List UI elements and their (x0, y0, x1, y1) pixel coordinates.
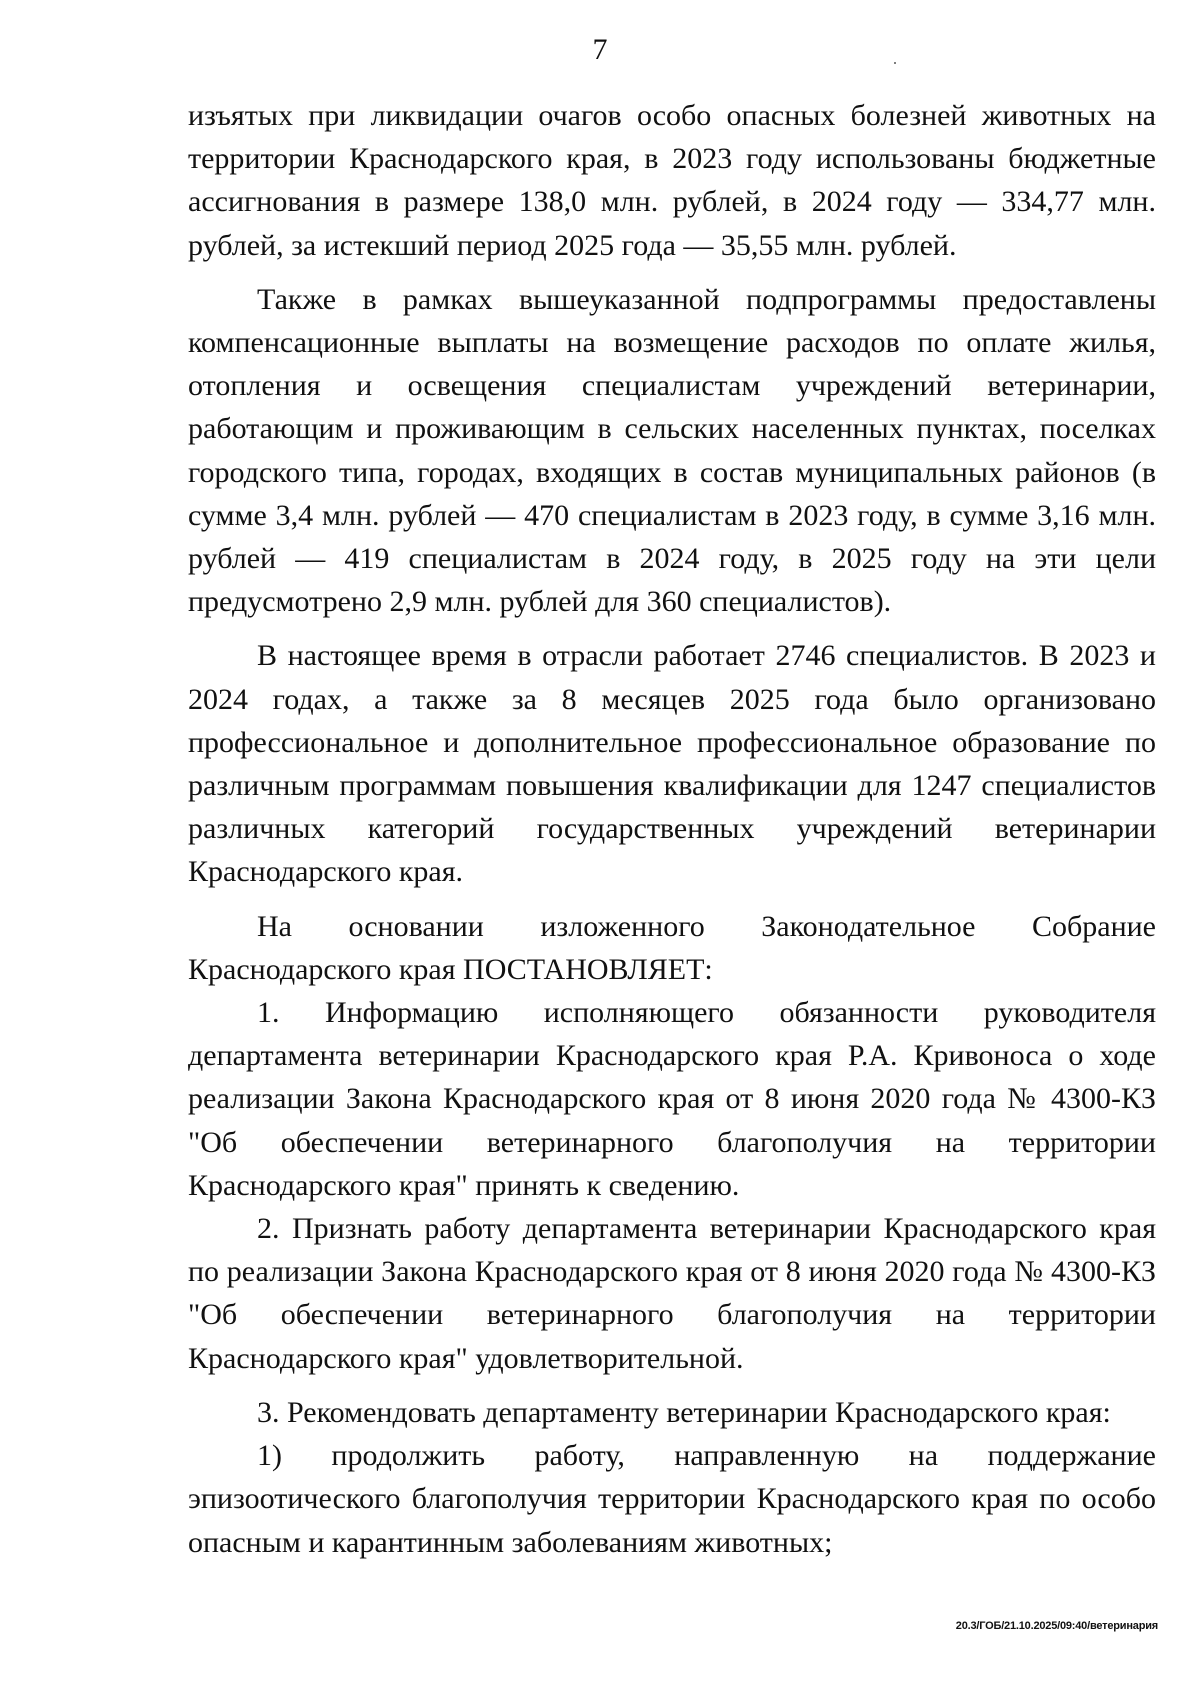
resolution-item-3: 3. Рекомендовать департаменту ветеринарии Краснодарского края: (257, 1395, 1111, 1429)
scan-speck (894, 62, 896, 64)
paragraph-compensation: Также в рамках вышеуказанной подпрограммы предоставлены компенсационные выплаты на возмещение расходов по оплате жилья, отопления и освещения специалистам учреждений ветеринарии, работающим и проживающим в сельских населенных пунктах, поселках городского типа, городах, входящих в состав муниципальных районов (в сумме 3,4 млн. рублей — 470 специалистам в 2023 году, в сумме 3,16 млн. рублей — 419 специалистам в 2024 году, в 2025 году на эти цели предусмотрено 2,9 млн. рублей для 360 специалистов). (188, 282, 1156, 619)
resolution-subitem-1: 1) продолжить работу, направленную на поддержание эпизоотического благополучия территории Краснодарского края по особо опасным и карантинным заболеваниям животных; (188, 1439, 1156, 1559)
paragraph-continuation: изъятых при ликвидации очагов особо опасных болезней животных на территории Краснодарского края, в 2023 году использованы бюджетные ассигнования в размере 138,0 млн. рублей, в 2024 году — 334,77 млн. рублей, за истекший период 2025 года — 35,55 млн. рублей. (188, 99, 1156, 262)
document-code: 20.3/ГОБ/21.10.2025/09:40/ветеринария (955, 1620, 1158, 1632)
resolution-item-1: 1. Информацию исполняющего обязанности руководителя департамента ветеринарии Краснодарского края Р.А. Кривоноса о ходе реализации Закона Краснодарского края от 8 июня 2020 года № 4300-КЗ "Об обеспечении ветеринарного благополучия на территории Краснодарского края" принять к сведению. (188, 996, 1156, 1202)
page-number: 7 (592, 33, 608, 66)
paragraph-resolution-intro: На основании изложенного Законодательное Собрание Краснодарского края ПОСТАНОВЛЯЕТ: (188, 909, 1156, 986)
paragraph-specialists: В настоящее время в отрасли работает 2746 специалистов. В 2023 и 2024 годах, а также за 8 месяцев 2025 года было организовано профессиональное и дополнительное профессиональное образование по различным программам повышения квалификации для 1247 специалистов различных категорий государственных учреждений ветеринарии Краснодарского края. (188, 639, 1156, 889)
document-body (188, 94, 1156, 1564)
resolution-item-2: 2. Признать работу департамента ветеринарии Краснодарского края по реализации Закона Краснодарского края от 8 июня 2020 года № 4300-КЗ "Об обеспечении ветеринарного благополучия на территории Краснодарского края" удовлетворительной. (188, 1212, 1156, 1375)
